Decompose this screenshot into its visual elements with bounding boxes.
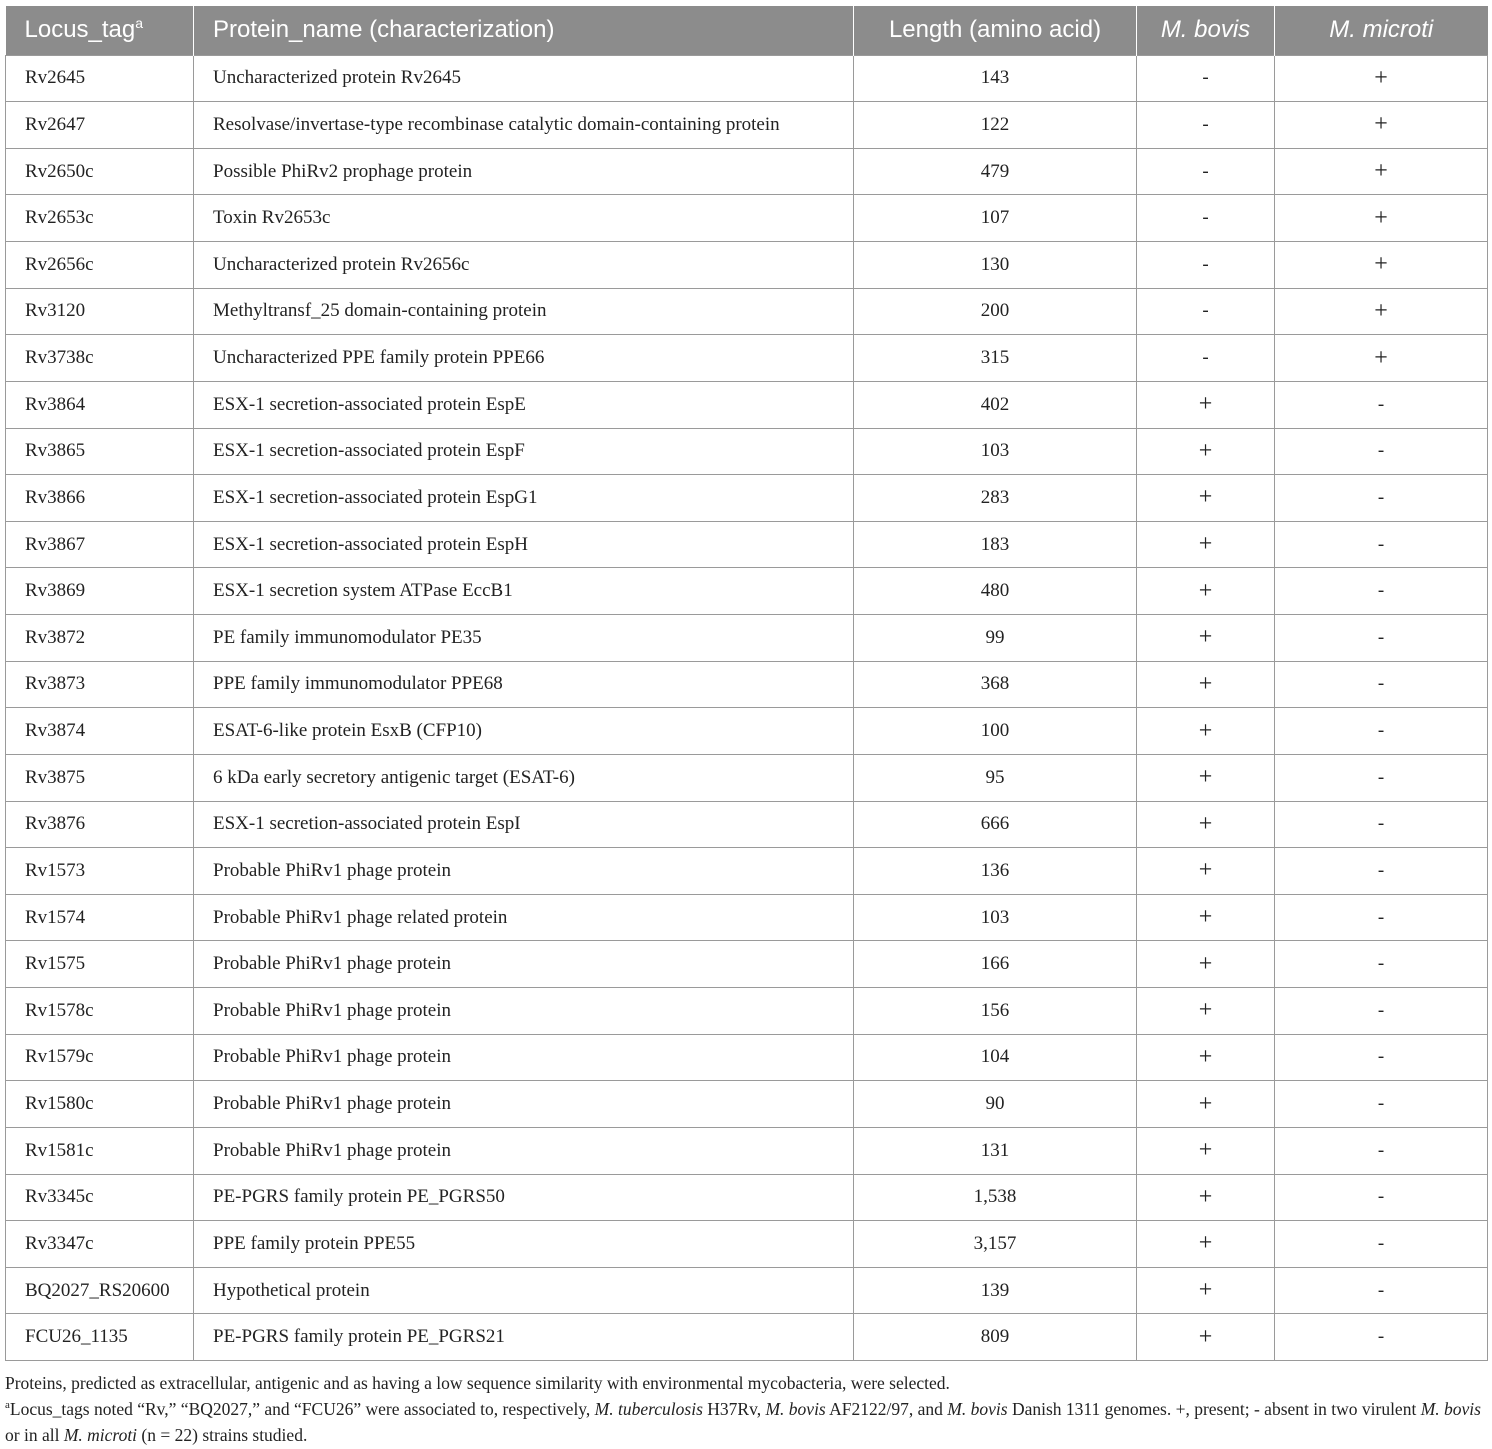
table-row	[6, 708, 1488, 755]
cell-m-microti: -	[1275, 941, 1488, 988]
cell-protein-name: Uncharacterized protein Rv2656c	[194, 242, 854, 289]
cell-protein-name: Probable PhiRv1 phage related protein	[194, 894, 854, 941]
cell-locus-tag: Rv3873	[6, 661, 194, 708]
cell-locus-tag: Rv2647	[6, 102, 194, 149]
cell-locus-tag: BQ2027_RS20600	[6, 1267, 194, 1314]
cell-locus-tag: Rv3875	[6, 754, 194, 801]
header-m-bovis: M. bovis	[1137, 6, 1275, 55]
cell-length: 143	[854, 55, 1137, 102]
cell-protein-name: 6 kDa early secretory antigenic target (ESAT-6)	[194, 754, 854, 801]
cell-m-microti: -	[1275, 1127, 1488, 1174]
cell-length: 666	[854, 801, 1137, 848]
table-row	[6, 475, 1488, 522]
table-row	[6, 1081, 1488, 1128]
cell-length: 103	[854, 894, 1137, 941]
cell-length: 480	[854, 568, 1137, 615]
table-row	[6, 1034, 1488, 1081]
cell-length: 99	[854, 615, 1137, 662]
cell-protein-name: Probable PhiRv1 phage protein	[194, 848, 854, 895]
cell-m-bovis: +	[1137, 568, 1275, 615]
cell-m-microti: -	[1275, 1267, 1488, 1314]
cell-protein-name: Resolvase/invertase-type recombinase catalytic domain-containing protein	[194, 102, 854, 149]
table-row	[6, 102, 1488, 149]
table-body	[6, 55, 1488, 1361]
cell-protein-name: PE-PGRS family protein PE_PGRS21	[194, 1314, 854, 1361]
cell-m-bovis: +	[1137, 988, 1275, 1035]
cell-m-bovis: +	[1137, 801, 1275, 848]
header-locus-tag-superscript: a	[135, 15, 144, 32]
cell-locus-tag: Rv2656c	[6, 242, 194, 289]
cell-m-bovis: -	[1137, 195, 1275, 242]
data-table-container	[5, 6, 1487, 1361]
cell-m-bovis: +	[1137, 1267, 1275, 1314]
cell-m-bovis: +	[1137, 521, 1275, 568]
cell-length: 136	[854, 848, 1137, 895]
table-row	[6, 1127, 1488, 1174]
cell-locus-tag: Rv1580c	[6, 1081, 194, 1128]
cell-length: 90	[854, 1081, 1137, 1128]
cell-m-bovis: +	[1137, 1081, 1275, 1128]
cell-locus-tag: Rv3869	[6, 568, 194, 615]
cell-locus-tag: FCU26_1135	[6, 1314, 194, 1361]
cell-locus-tag: Rv3347c	[6, 1221, 194, 1268]
cell-m-bovis: +	[1137, 1034, 1275, 1081]
cell-locus-tag: Rv3865	[6, 428, 194, 475]
table-row	[6, 55, 1488, 102]
cell-locus-tag: Rv3738c	[6, 335, 194, 382]
table-row	[6, 661, 1488, 708]
cell-m-bovis: +	[1137, 615, 1275, 662]
cell-length: 100	[854, 708, 1137, 755]
cell-m-bovis: -	[1137, 242, 1275, 289]
cell-protein-name: ESX-1 secretion-associated protein EspE	[194, 381, 854, 428]
cell-protein-name: Uncharacterized protein Rv2645	[194, 55, 854, 102]
cell-m-microti: +	[1275, 102, 1488, 149]
cell-length: 402	[854, 381, 1137, 428]
cell-protein-name: ESX-1 secretion-associated protein EspF	[194, 428, 854, 475]
cell-m-microti: +	[1275, 55, 1488, 102]
cell-m-microti: -	[1275, 894, 1488, 941]
cell-length: 107	[854, 195, 1137, 242]
cell-protein-name: Probable PhiRv1 phage protein	[194, 941, 854, 988]
cell-m-microti: -	[1275, 1174, 1488, 1221]
cell-locus-tag: Rv1579c	[6, 1034, 194, 1081]
cell-protein-name: PPE family protein PPE55	[194, 1221, 854, 1268]
cell-length: 122	[854, 102, 1137, 149]
cell-locus-tag: Rv3866	[6, 475, 194, 522]
cell-m-microti: -	[1275, 1314, 1488, 1361]
cell-m-bovis: +	[1137, 381, 1275, 428]
cell-m-bovis: +	[1137, 1314, 1275, 1361]
cell-length: 3,157	[854, 1221, 1137, 1268]
cell-m-bovis: -	[1137, 335, 1275, 382]
cell-locus-tag: Rv3876	[6, 801, 194, 848]
cell-m-microti: -	[1275, 708, 1488, 755]
cell-m-bovis: +	[1137, 661, 1275, 708]
cell-m-microti: +	[1275, 335, 1488, 382]
table-row	[6, 1267, 1488, 1314]
cell-length: 200	[854, 288, 1137, 335]
cell-length: 479	[854, 148, 1137, 195]
cell-m-microti: -	[1275, 988, 1488, 1035]
cell-length: 809	[854, 1314, 1137, 1361]
cell-m-bovis: +	[1137, 428, 1275, 475]
cell-locus-tag: Rv3864	[6, 381, 194, 428]
cell-protein-name: ESX-1 secretion system ATPase EccB1	[194, 568, 854, 615]
table-row	[6, 428, 1488, 475]
cell-length: 104	[854, 1034, 1137, 1081]
cell-locus-tag: Rv2650c	[6, 148, 194, 195]
cell-protein-name: ESX-1 secretion-associated protein EspH	[194, 521, 854, 568]
cell-m-microti: -	[1275, 428, 1488, 475]
table-row	[6, 941, 1488, 988]
cell-locus-tag: Rv3872	[6, 615, 194, 662]
cell-m-microti: -	[1275, 568, 1488, 615]
table-row	[6, 288, 1488, 335]
cell-protein-name: Possible PhiRv2 prophage protein	[194, 148, 854, 195]
table-row	[6, 568, 1488, 615]
table-row	[6, 801, 1488, 848]
cell-locus-tag: Rv1581c	[6, 1127, 194, 1174]
cell-length: 131	[854, 1127, 1137, 1174]
cell-m-bovis: +	[1137, 894, 1275, 941]
cell-length: 166	[854, 941, 1137, 988]
cell-m-microti: -	[1275, 848, 1488, 895]
cell-protein-name: ESX-1 secretion-associated protein EspI	[194, 801, 854, 848]
cell-locus-tag: Rv3867	[6, 521, 194, 568]
table-row	[6, 1174, 1488, 1221]
cell-m-microti: +	[1275, 288, 1488, 335]
cell-length: 315	[854, 335, 1137, 382]
table-row	[6, 148, 1488, 195]
cell-length: 1,538	[854, 1174, 1137, 1221]
table-row	[6, 1314, 1488, 1361]
footnote-selection-criteria: Proteins, predicted as extracellular, antigenic and as having a low sequence similarity with environmental mycobacteria, were selected.	[5, 1373, 950, 1393]
cell-m-bovis: -	[1137, 148, 1275, 195]
cell-protein-name: ESAT-6-like protein EsxB (CFP10)	[194, 708, 854, 755]
cell-m-microti: -	[1275, 1221, 1488, 1268]
cell-protein-name: PE-PGRS family protein PE_PGRS50	[194, 1174, 854, 1221]
table-row	[6, 335, 1488, 382]
cell-m-bovis: +	[1137, 848, 1275, 895]
cell-protein-name: PE family immunomodulator PE35	[194, 615, 854, 662]
cell-m-bovis: +	[1137, 1174, 1275, 1221]
cell-m-microti: -	[1275, 661, 1488, 708]
cell-locus-tag: Rv1575	[6, 941, 194, 988]
cell-locus-tag: Rv1574	[6, 894, 194, 941]
cell-m-bovis: -	[1137, 55, 1275, 102]
cell-m-bovis: -	[1137, 102, 1275, 149]
table-row	[6, 894, 1488, 941]
cell-protein-name: PPE family immunomodulator PPE68	[194, 661, 854, 708]
header-row	[6, 6, 1488, 55]
cell-length: 95	[854, 754, 1137, 801]
table-row	[6, 754, 1488, 801]
cell-m-microti: -	[1275, 381, 1488, 428]
cell-m-microti: -	[1275, 801, 1488, 848]
cell-protein-name: Toxin Rv2653c	[194, 195, 854, 242]
cell-length: 283	[854, 475, 1137, 522]
cell-m-microti: -	[1275, 1034, 1488, 1081]
cell-locus-tag: Rv3345c	[6, 1174, 194, 1221]
cell-m-microti: +	[1275, 148, 1488, 195]
cell-m-microti: -	[1275, 521, 1488, 568]
table-row	[6, 1221, 1488, 1268]
cell-protein-name: Probable PhiRv1 phage protein	[194, 1034, 854, 1081]
cell-m-bovis: -	[1137, 288, 1275, 335]
header-locus-tag: Locus_tag$^a$	[6, 6, 194, 55]
cell-length: 139	[854, 1267, 1137, 1314]
table-row	[6, 195, 1488, 242]
footnote-marker: a	[5, 1399, 10, 1412]
table-row	[6, 242, 1488, 289]
cell-protein-name: Probable PhiRv1 phage protein	[194, 1081, 854, 1128]
table-row	[6, 988, 1488, 1035]
cell-m-bovis: +	[1137, 1221, 1275, 1268]
cell-length: 183	[854, 521, 1137, 568]
table-row	[6, 521, 1488, 568]
cell-m-microti: -	[1275, 475, 1488, 522]
protein-table	[5, 6, 1488, 1361]
cell-locus-tag: Rv1573	[6, 848, 194, 895]
header-protein-name: Protein_name (characterization)	[194, 6, 854, 55]
cell-locus-tag: Rv1578c	[6, 988, 194, 1035]
cell-length: 156	[854, 988, 1137, 1035]
cell-length: 103	[854, 428, 1137, 475]
header-m-microti: M. microti	[1275, 6, 1488, 55]
cell-m-bovis: +	[1137, 708, 1275, 755]
cell-locus-tag: Rv3120	[6, 288, 194, 335]
cell-m-microti: +	[1275, 242, 1488, 289]
cell-protein-name: ESX-1 secretion-associated protein EspG1	[194, 475, 854, 522]
table-row	[6, 615, 1488, 662]
table-footnotes	[5, 1370, 1489, 1448]
cell-protein-name: Probable PhiRv1 phage protein	[194, 988, 854, 1035]
cell-locus-tag: Rv2645	[6, 55, 194, 102]
header-length: Length (amino acid)	[854, 6, 1137, 55]
cell-length: 368	[854, 661, 1137, 708]
cell-m-microti: -	[1275, 754, 1488, 801]
cell-locus-tag: Rv3874	[6, 708, 194, 755]
table-row	[6, 848, 1488, 895]
cell-m-bovis: +	[1137, 941, 1275, 988]
cell-protein-name: Probable PhiRv1 phage protein	[194, 1127, 854, 1174]
table-row	[6, 381, 1488, 428]
cell-length: 130	[854, 242, 1137, 289]
cell-m-bovis: +	[1137, 1127, 1275, 1174]
cell-m-bovis: +	[1137, 754, 1275, 801]
cell-m-microti: -	[1275, 1081, 1488, 1128]
cell-m-microti: -	[1275, 615, 1488, 662]
footnote-locus-tags: $^a$Locus_tags noted “Rv,” “BQ2027,” and “FCU26” were associated to, respectively, M. tuberculosis H37Rv, M. bovis AF2122/97, and M. bovis Danish 1311 genomes. +, present; - absent in two virulent M. bovis or in all M. microti (n = 22) strains studied.	[5, 1399, 1481, 1445]
cell-protein-name: Uncharacterized PPE family protein PPE66	[194, 335, 854, 382]
cell-protein-name: Hypothetical protein	[194, 1267, 854, 1314]
cell-m-bovis: +	[1137, 475, 1275, 522]
cell-protein-name: Methyltransf_25 domain-containing protein	[194, 288, 854, 335]
cell-locus-tag: Rv2653c	[6, 195, 194, 242]
cell-m-microti: +	[1275, 195, 1488, 242]
